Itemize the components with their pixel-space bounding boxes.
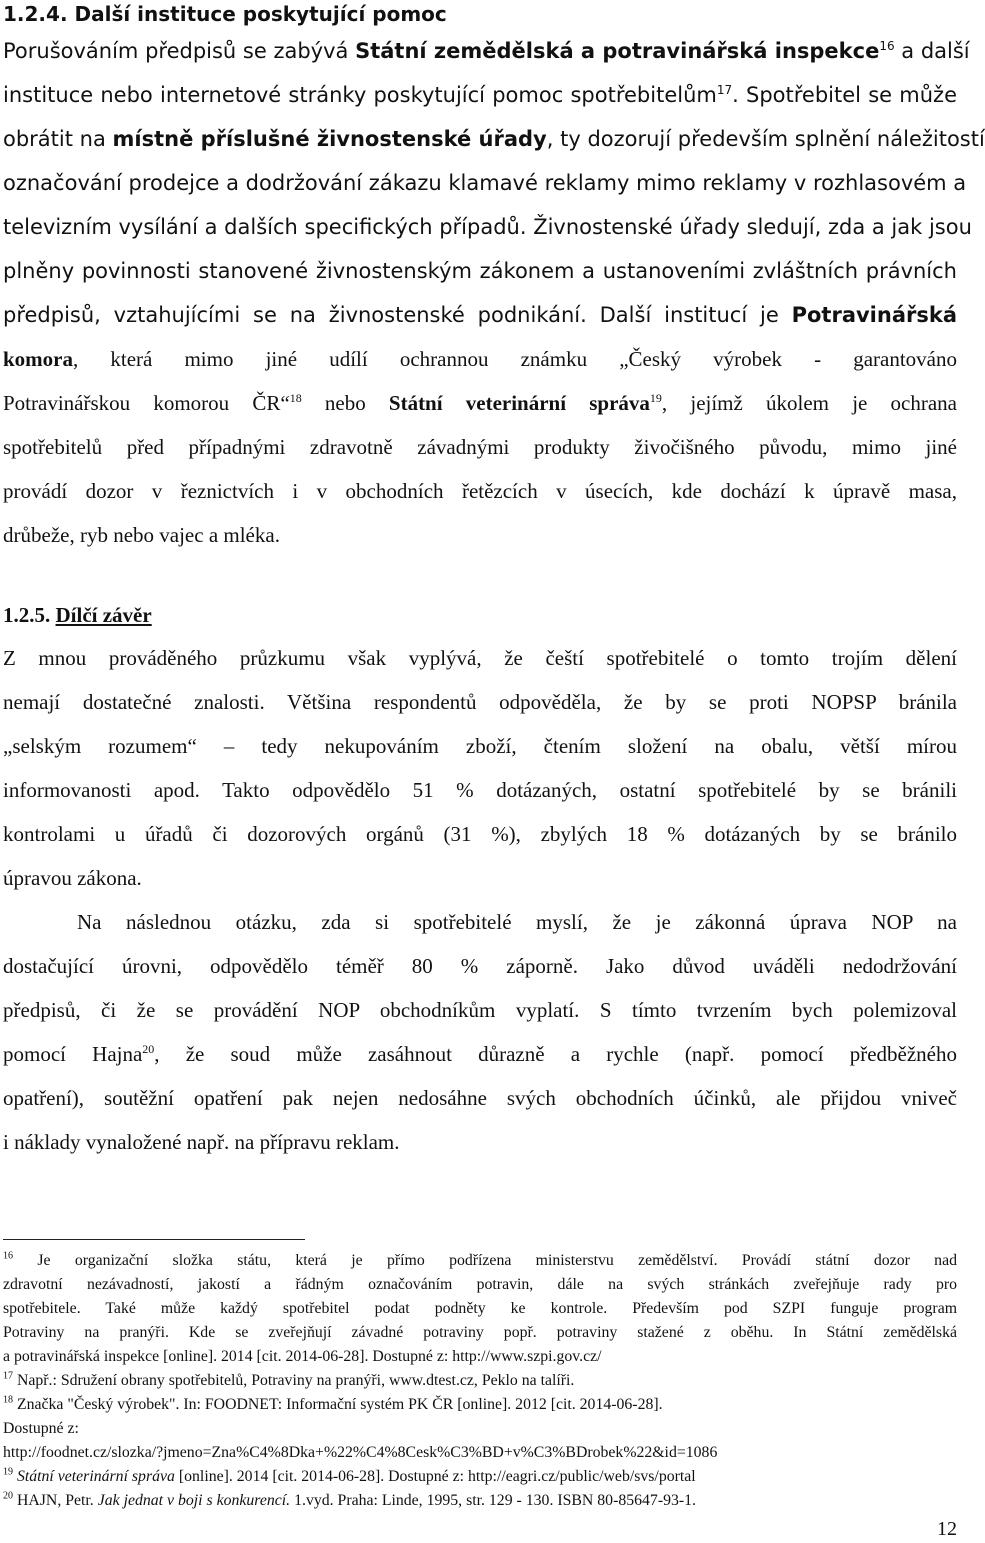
paragraph-line: televizním vysílání a dalších specifických případů. Živnostenské úřady sledují, zda a jak jsou: [3, 215, 972, 239]
footnote-18-line: Dostupné z:: [3, 1420, 79, 1437]
paragraph-line: provádí dozor v řeznictvích i v obchodních řetězcích v úsecích, kde dochází k úpravě masa,: [3, 479, 957, 503]
footnote-18: $^{18}$ Značka "Český výrobek". In: FOODNET: Informační systém PK ČR [online]. 2012 [cit. 2014-06-28].: [3, 1394, 663, 1413]
footnote-16-line: Potraviny na pranýři. Kde se zveřejňují závadné potraviny popř. potraviny stažené z oběhu. In Státní zemědělská: [3, 1324, 957, 1341]
paragraph-line: drůbeže, ryb nebo vajec a mléka.: [3, 523, 280, 547]
paragraph-line: dostačující úrovni, odpovědělo téměř 80 % záporně. Jako důvod uváděli nedodržování: [3, 954, 957, 978]
footnote-ref-19: 19: [649, 391, 662, 405]
section-heading-1-2-4: 1.2.4. Další instituce poskytující pomoc: [3, 2, 447, 26]
footnote-ref-16: 16: [879, 39, 895, 53]
footnote-18-url: http://foodnet.cz/slozka/?jmeno=Zna%C4%8Dka+%22%C4%8Cesk%C3%BD+v%C3%BDrobek%22&id=1086: [3, 1444, 718, 1461]
footnote-16: $^{16}$ Je organizační složka státu, která je přímo podřízena ministerstvu zemědělství. Provádí státní dozor nad: [3, 1250, 957, 1269]
paragraph-line: informovanosti apod. Takto odpovědělo 51 % dotázaných, ostatní spotřebitelé by se bránili: [3, 778, 957, 802]
paragraph-line: obrátit na místně příslušné živnostenské úřady, ty dozorují především splnění náležitostí: [3, 127, 985, 151]
svs-name: Státní veterinární správa: [388, 391, 650, 415]
paragraph-line: Z mnou prováděného průzkumu však vyplývá, že čeští spotřebitelé o tomto trojím dělení: [3, 646, 957, 670]
paragraph-line: opatření), soutěžní opatření pak nejen nedosáhne svých obchodních účinků, ale přijdou vniveč: [3, 1086, 957, 1110]
paragraph-line: Potravinářskou komorou ČR“$^{18}$ nebo Státní veterinární správa$^{19}$, jejímž úkolem je ochrana: [3, 391, 957, 415]
szpi-name: Státní zemědělská a potravinářská inspekce: [355, 39, 880, 63]
paragraph-line: instituce nebo internetové stránky poskytující pomoc spotřebitelům$^{17}$. Spotřebitel se může: [3, 83, 957, 107]
paragraph-line: úpravou zákona.: [3, 866, 142, 890]
paragraph-line: předpisů, vztahujícími se na živnostenské podnikání. Další institucí je Potravinářská: [3, 303, 957, 327]
page-number: 12: [937, 1518, 957, 1540]
section-heading-1-2-5: 1.2.5. Dílčí závěr: [3, 603, 152, 627]
paragraph-line: předpisů, či že se provádění NOP obchodníkům vyplatí. S tímto tvrzením bych polemizoval: [3, 998, 957, 1022]
paragraph-line: plněny povinnosti stanovené živnostenským zákonem a ustanoveními zvláštních právních: [3, 259, 957, 283]
footnote-20: $^{20}$ HAJN, Petr. Jak jednat v boji s konkurencí. 1.vyd. Praha: Linde, 1995, str. 129 - 130. ISBN 80-85647-93-1.: [3, 1490, 696, 1509]
paragraph-line: „selským rozumem“ – tedy nekupováním zboží, čtením složení na obalu, větší mírou: [3, 734, 957, 758]
footnote-separator: [3, 1239, 305, 1240]
trade-offices-term: místně příslušné živnostenské úřady: [112, 127, 547, 151]
paragraph-line: kontrolami u úřadů či dozorových orgánů (31 %), zbylých 18 % dotázaných by se bránilo: [3, 822, 957, 846]
footnote-ref-18: 18: [289, 391, 302, 405]
footnote-ref-17: 17: [716, 83, 733, 97]
footnote-16-line: spotřebitele. Také může každý spotřebitel podat podněty ke kontrole. Především pod SZPI funguje program: [3, 1300, 957, 1317]
footnote-16-line: a potravinářská inspekce [online]. 2014 [cit. 2014-06-28]. Dostupné z: http://www.szpi.gov.cz/: [3, 1348, 602, 1365]
paragraph-line: i náklady vynaložené např. na přípravu reklam.: [3, 1130, 400, 1154]
footnote-19: $^{19}$ Státní veterinární správa [online]. 2014 [cit. 2014-06-28]. Dostupné z: http://eagri.cz/public/web/svs/portal: [3, 1466, 696, 1485]
paragraph-line: pomocí Hajna$^{20}$, že soud může zasáhnout důrazně a rychle (např. pomocí předběžného: [3, 1042, 957, 1066]
food-chamber-term: Potravinářská: [791, 303, 957, 327]
paragraph-line: nemají dostatečné znalosti. Většina respondentů odpověděla, že by se proti NOPSP bránila: [3, 690, 957, 714]
paragraph-line: Na následnou otázku, zda si spotřebitelé myslí, že je zákonná úprava NOP na: [77, 910, 957, 934]
footnote-17: $^{17}$ Např.: Sdružení obrany spotřebitelů, Potraviny na pranýři, www.dtest.cz, Peklo na talíři.: [3, 1370, 575, 1389]
paragraph-line: komora, která mimo jiné udílí ochrannou známku „Český výrobek - garantováno: [3, 347, 957, 371]
paragraph-line: označování prodejce a dodržování zákazu klamavé reklamy mimo reklamy v rozhlasovém a: [3, 171, 967, 195]
footnote-16-line: zdravotní nezávadností, jakostí a řádným označováním potravin, dále na svých stránkách zveřejňuje rady pro: [3, 1276, 957, 1293]
paragraph-line: Porušováním předpisů se zabývá Státní zemědělská a potravinářská inspekce$^{16}$ a další: [3, 39, 970, 63]
footnote-ref-20: 20: [142, 1042, 155, 1056]
paragraph-line: spotřebitelů před případnými zdravotně závadnými produkty živočišného původu, mimo jiné: [3, 435, 957, 459]
food-chamber-term-cont: komora: [3, 347, 73, 371]
